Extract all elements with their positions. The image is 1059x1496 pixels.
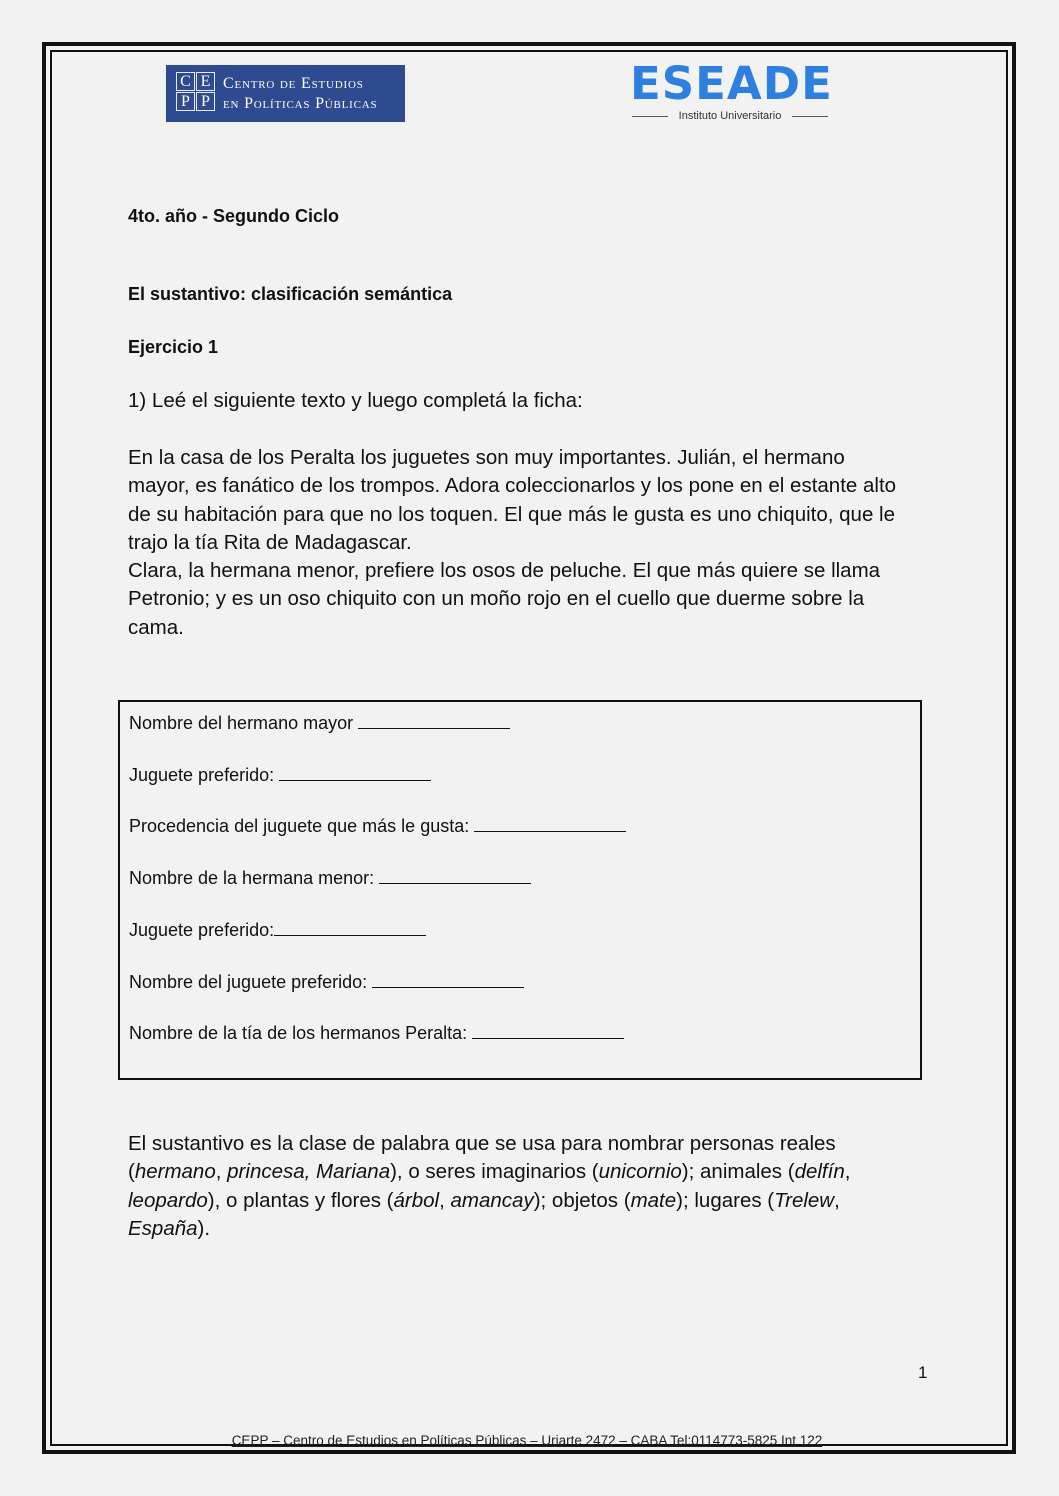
definition-line-1: El sustantivo es la clase de palabra que se usa para nombrar personas reales [128, 1132, 836, 1155]
field-label: Nombre de la hermana menor: [129, 868, 380, 888]
answer-blank[interactable] [274, 920, 426, 936]
example-word: unicornio [598, 1160, 682, 1184]
answer-blank[interactable] [279, 765, 431, 781]
example-word: Trelew [774, 1188, 835, 1212]
text-run: ). [197, 1216, 211, 1240]
reading-line: mayor, es fanático de los trompos. Adora coleccionarlos y los pone en el estante alto [128, 474, 897, 498]
text-run: ); objetos ( [533, 1188, 631, 1212]
cepp-logo [166, 65, 405, 122]
answer-blank[interactable] [474, 816, 626, 832]
definition-line-3 [128, 1187, 938, 1215]
example-word: hermano [134, 1160, 216, 1184]
example-word: leopardo [128, 1188, 208, 1212]
ficha-field-older-brother [129, 712, 510, 734]
field-label: Nombre del hermano mayor [129, 713, 359, 733]
instruction: 1) Leé el siguiente texto y luego completá la ficha: [128, 389, 583, 412]
answer-blank[interactable] [472, 1023, 624, 1039]
cepp-letter-c: C [176, 72, 195, 91]
example-word: mate [630, 1188, 677, 1212]
cepp-monogram [176, 72, 218, 114]
ficha-field-favorite-toy-2 [129, 919, 426, 941]
definition-line-4 [128, 1215, 938, 1243]
field-label: Nombre de la tía de los hermanos Peralta: [129, 1023, 473, 1043]
example-word: amancay [450, 1188, 534, 1212]
eseade-logo [630, 56, 833, 126]
exercise-title: Ejercicio 1 [128, 337, 219, 357]
cepp-letter-e: E [196, 72, 215, 91]
text-run: , [215, 1160, 228, 1184]
reading-line: trajo la tía Rita de Madagascar. [128, 530, 412, 554]
footer: CEPP – Centro de Estudios en Políticas Públicas – Uriarte 2472 – CABA Tel:0114773-5825 Int 122 [231, 1433, 823, 1448]
eseade-subtitle [630, 109, 830, 123]
ficha-box [118, 700, 922, 1080]
answer-blank[interactable] [379, 868, 531, 884]
example-word: princesa, Mariana [227, 1160, 391, 1184]
eseade-subtitle-text: Instituto Universitario [678, 110, 782, 122]
text-run: , [834, 1188, 840, 1212]
reading-line: Clara, la hermana menor, prefiere los osos de peluche. El que más quiere se llama [128, 559, 881, 583]
cepp-name-line-1: Centro de Estudios [223, 75, 364, 92]
field-label: Juguete preferido: [129, 765, 280, 785]
reading-line: Petronio; y es un oso chiquito con un moño rojo en el cuello que duerme sobre la [128, 587, 865, 611]
example-word: árbol [393, 1188, 440, 1212]
text-run: ); lugares ( [676, 1188, 775, 1212]
cepp-letter-p1: P [176, 92, 195, 111]
cepp-name [223, 74, 377, 114]
text-run: ( [128, 1160, 135, 1184]
field-label: Nombre del juguete preferido: [129, 972, 373, 992]
text-run: ); animales ( [681, 1160, 795, 1184]
ficha-field-toy-origin [129, 815, 626, 837]
eseade-wordmark: ESEADE [630, 57, 833, 110]
field-label: Juguete preferido: [129, 920, 275, 940]
reading-line: cama. [128, 615, 184, 639]
text-run: ), o plantas y flores ( [207, 1188, 394, 1212]
ficha-field-younger-sister [129, 867, 531, 889]
page-number: 1 [918, 1363, 928, 1382]
text-run: , [844, 1160, 851, 1184]
topic-title: El sustantivo: clasificación semántica [128, 284, 453, 304]
course-label: 4to. año - Segundo Ciclo [128, 206, 339, 226]
ficha-field-toy-name [129, 971, 524, 993]
definition-line-2 [128, 1158, 938, 1186]
cepp-letter-p2: P [196, 92, 215, 111]
reading-line: En la casa de los Peralta los juguetes son muy importantes. Julián, el hermano [128, 446, 845, 469]
field-label: Procedencia del juguete que más le gusta: [129, 816, 475, 836]
reading-line: de su habitación para que no los toquen. El que más le gusta es uno chiquito, que le [128, 502, 896, 526]
text-run: ), o seres imaginarios ( [390, 1160, 599, 1184]
ficha-field-aunt-name [129, 1022, 624, 1044]
definition-text [128, 1130, 938, 1243]
answer-blank[interactable] [372, 972, 524, 988]
example-word: España [128, 1216, 198, 1240]
answer-blank[interactable] [358, 713, 510, 729]
ficha-field-favorite-toy-1 [129, 764, 431, 786]
eseade-rule-right [792, 116, 828, 117]
reading-text [128, 444, 938, 642]
example-word: delfín [794, 1160, 845, 1184]
cepp-name-line-2: en Políticas Públicas [223, 95, 378, 112]
text-run: , [439, 1188, 451, 1212]
